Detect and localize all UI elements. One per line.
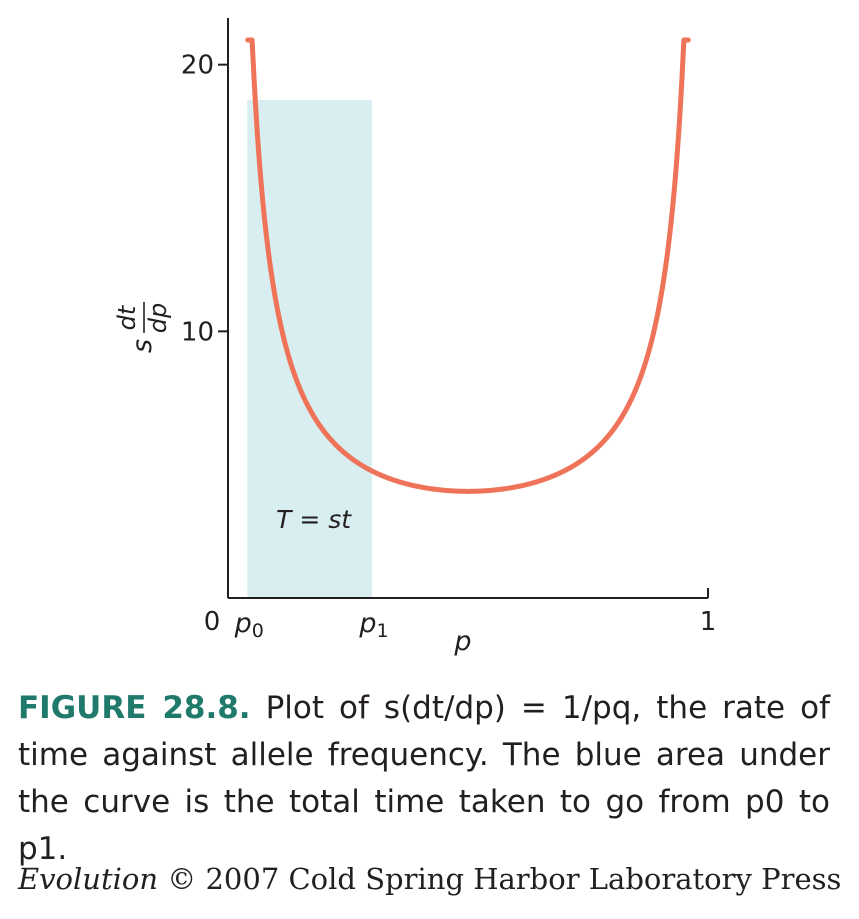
y-axis-label-denominator: dp xyxy=(144,302,172,334)
x-marker-label: p0 xyxy=(234,608,264,642)
curve-point xyxy=(394,479,398,483)
curve-point xyxy=(562,469,566,473)
y-axis-label xyxy=(113,302,172,353)
curve-point xyxy=(514,485,518,489)
y-tick-label: 20 xyxy=(180,50,214,81)
curve-point xyxy=(346,454,350,458)
credit-book-title: Evolution xyxy=(18,862,159,896)
shaded-area-label: T = st xyxy=(276,505,352,534)
curve-point xyxy=(668,234,672,238)
figure-caption xyxy=(18,685,830,873)
x-marker-subscript: 1 xyxy=(376,620,389,642)
y-axis-label-numerator: dt xyxy=(113,305,141,331)
curve-point xyxy=(264,234,268,238)
x-marker-subscript: 0 xyxy=(251,620,264,642)
curve-point xyxy=(586,454,590,458)
curve-point xyxy=(298,387,302,391)
curve-point xyxy=(658,300,662,304)
curve-point xyxy=(610,429,614,433)
x-tick-label: 1 xyxy=(699,607,717,637)
curve-point xyxy=(418,485,422,489)
curve-point xyxy=(490,488,494,492)
curve-point xyxy=(634,387,638,391)
curve-point xyxy=(370,469,374,473)
origin-label: 0 xyxy=(203,607,221,637)
curve-point xyxy=(442,488,446,492)
curve-point xyxy=(538,479,542,483)
curve-point xyxy=(322,429,326,433)
y-axis-label-prefix: s xyxy=(127,338,158,354)
y-tick-label: 10 xyxy=(180,317,214,348)
figure-label: FIGURE 28.8. xyxy=(18,690,251,726)
copyright-credit xyxy=(18,862,841,896)
caption-text: Plot of s(dt/dp) = 1/pq, the rate of time against allele frequency. The blue area under the curve is the total time taken to go from p0 to p1. xyxy=(18,690,830,867)
x-axis-label: p xyxy=(454,626,472,657)
credit-rest: © 2007 Cold Spring Harbor Laboratory Press xyxy=(167,862,842,896)
curve-point xyxy=(274,300,278,304)
curve-point xyxy=(466,489,470,493)
x-marker-label: p1 xyxy=(359,608,389,642)
